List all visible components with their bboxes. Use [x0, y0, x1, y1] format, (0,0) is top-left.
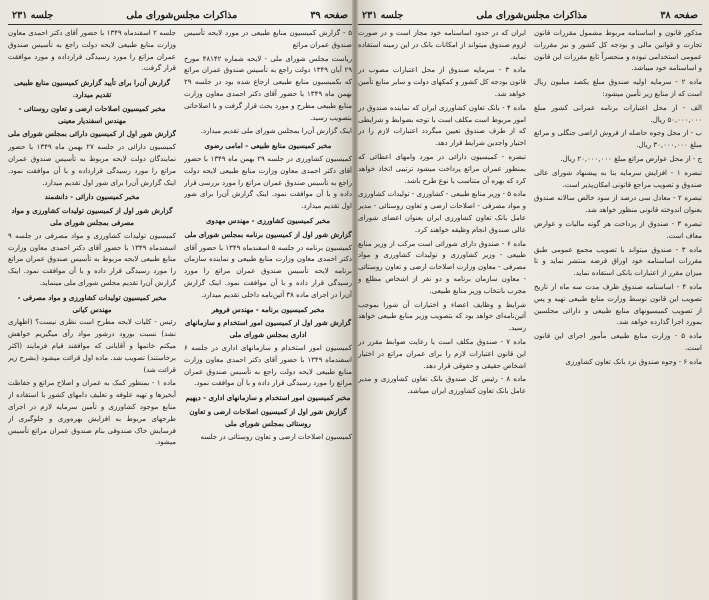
session-number: جلسه ۲۳۱: [362, 10, 404, 21]
paragraph: ماده ۳ - صندوق میتواند با تصویب مجمع عمومی طبق مقررات اساسنامه خود اوراق قرضه منتشر نماید و تا میزان مقرر از اعتبارات بانکی استفاده نماید.: [534, 245, 702, 278]
paragraph: مذکور قانون و اساسنامه مربوط مشمول مقررات قانون تجارت و قوانین مالی و بودجه کل کشور و نیز مقررات عمومی استخدامی نبوده و منحصراً تابع مقررات این قانون و اساسنامه خود میباشد.: [534, 29, 702, 73]
paragraph: ماده ۲ - سرمایه اولیه صندوق مبلغ یکصد میلیون ریال است که از منابع زیر تأمین میشود:: [534, 78, 702, 98]
paragraph: ماده ۷ - صندوق مکلف است با رعایت ضوابط مقرر در این قانون اعتبارات لازم را برای عمران مراتع در اختیار اشخاص حقیقی و حقوقی قرار دهد.: [358, 337, 526, 370]
paragraph: ماده ۴ - بانک تعاون کشاورزی ایران که نماینده صندوق در امور مربوط است مکلف است با توجه بضوابط و شرایطی که از طرف صندوق تعیین میگردد اعتبارات لازم را در اختیار واجدین شرایط قرار دهد.: [358, 103, 526, 148]
paragraph: الف - از محل اعتبارات برنامه عمرانی کشور مبلغ ۵۰,۰۰۰,۰۰۰ ریال.: [534, 103, 702, 124]
column-right: [534, 28, 702, 593]
paragraph: کمیسیون دارائی در جلسه ۲۷ بهمن ماه ۱۳۴۹ با حضور نمایندگان دولت لایحه مربوط به تأسیس صندوق عمران مراتع را مورد رسیدگی قرارداده و با آن موافقت نمود. اینک گزارش آن‌را برای شور اول تقدیم میدارد.: [8, 143, 176, 187]
paragraph: ج - از محل عوارض مراتع مبلغ ۲۰,۰۰۰,۰۰۰ ریال.: [560, 154, 702, 163]
paragraph: گزارش آن‌را برای تأیید گزارش کمیسیون منابع طبیعی تقدیم میدارد.: [14, 78, 170, 99]
paragraph: شرایط و وظایف اعضاء و اختیارات آن شورا بموجب آئین‌نامه‌ای خواهد بود که بتصویب وزیر منابع طبیعی خواهد رسید.: [358, 300, 526, 333]
paragraph: مخبر کمیسیون دارائی - دانشمند: [44, 192, 140, 202]
paragraph: رئیس - کلیات لایحه مطرح است نظری نیست؟ (اظهاری نشد) نسبت بورود درشور مواد رأی میگیریم خواهش میکنم خانمها و آقایانی که موافقند قیام فرمایند (اکثر برخاستند) تصویب شد. ماده اول قرائت میشود (بشرح زیر قرائت شد): [8, 318, 176, 374]
paragraph: ماده ۵ - وزیر منابع طبیعی - کشاورزی - تولیدات کشاورزی و مواد مصرفی - اصلاحات ارضی و تعاون روستائی - مدیر عامل بانک تعاون کشاورزی ایران بعنوان اعضای شورای عالی صندوق انجام وظیفه خواهند کرد.: [358, 190, 526, 234]
publication-title: مذاکرات مجلس‌شورای ملی: [476, 10, 588, 21]
paragraph: ماده ۸ - رئیس کل صندوق بانک تعاون کشاورزی و مدیر عامل بانک تعاون کشاورزی ایران میباشد.: [358, 375, 526, 396]
text-columns: [8, 28, 352, 593]
paragraph: اینک گزارش آن‌را بمجلس شورای ملی تقدیم میدارد.: [200, 127, 352, 136]
paragraph: کمیسیون برنامه در جلسه ۵ اسفندماه ۱۳۴۹ با حضور آقای دکتر احمدی معاون وزارت منابع طبیعی و نماینده سازمان برنامه لایحه تأسیس صندوق عمران مراتع را مورد رسیدگی قرار داده و با آن موافقت نمود. اینک گزارش آن‌را در اجرای ماده ۳۸ آئین‌نامه داخلی تقدیم میدارد.: [184, 243, 352, 299]
paragraph: مخبر کمیسیون منابع طبیعی - امامی رضوی: [204, 141, 332, 151]
right-page: [358, 10, 702, 594]
publication-title: مذاکرات مجلس‌شورای ملی: [126, 10, 238, 21]
paragraph: ریاست مجلس شورای ملی - لایحه شماره ۴۸۱۴۲ مورخ ۲۹ آبان ۱۳۴۹ دولت راجع به تأسیس صندوق عمران مراتع که بکمیسیون منابع طبیعی ارجاع شده بود در جلسه ۲۹ بهمن ماه ۱۳۴۹ با حضور آقای دکتر احمدی معاون وزارت منابع طبیعی مطرح و مورد بحث قرار گرفت و با اصلاحاتی بتصویب رسید.: [184, 54, 352, 122]
paragraph: تبصره ۱ - افزایش سرمایه بنا به پیشنهاد شورای عالی صندوق و تصویب مراجع قانونی امکان‌پذیر است.: [534, 168, 702, 189]
paragraph: تبصره ۳ - صندوق از پرداخت هر گونه مالیات و عوارض معاف است.: [534, 219, 702, 240]
paragraph: ب - از محل وجوه حاصله از فروش اراضی جنگلی و مراتع مبلغ ۳۰,۰۰۰,۰۰۰ ریال.: [534, 129, 702, 150]
paragraph: مخبر کمیسیون تولیدات کشاورزی و مواد مصرفی - مهندس کیانی: [17, 292, 167, 314]
paragraph: ماده ۶ - صندوق دارای شورائی است مرکب از وزیر منابع طبیعی - وزیر کشاورزی و تولیدات کشاورزی و مواد مصرفی - معاون وزارت اصلاحات ارضی و تعاون روستائی - معاون سازمان برنامه و دو نفر از اشخاص مطلع و مجرب بانتخاب وزیر منابع طبیعی.: [358, 239, 526, 295]
paragraph: تبصره ۲ - معادل سی درصد از سود خالص سالانه صندوق بعنوان اندوخته قانونی منظور خواهد شد.: [534, 194, 702, 215]
paragraph: کمیسیون اصلاحات ارضی و تعاون روستائی در جلسه: [200, 432, 352, 441]
paragraph: گزارش شور اول از کمیسیون اصلاحات ارضی و تعاون روستائی بمجلس شورای ملی: [189, 406, 347, 428]
paragraph: کمیسیون تولیدات کشاورزی و مواد مصرفی در جلسه ۹ اسفندماه ۱۳۴۹ با حضور آقای دکتر احمدی معاون وزارت منابع طبیعی لایحه مربوط به تأسیس صندوق عمران مراتع را مورد رسیدگی قرار داده و با آن موافقت نمود. اینک گزارش آن‌را تقدیم مجلس شورای ملی مینماید.: [8, 231, 176, 287]
paragraph: کمیسیون امور استخدام و سازمانهای اداری در جلسه ۶ اسفندماه ۱۳۴۹ با حضور آقای دکتر احمدی معاون وزارت منابع طبیعی لایحه دولت راجع به تأسیس صندوق عمران مراتع را مورد رسیدگی قرار داده و با آن موافقت نمود.: [184, 343, 352, 388]
paragraph: ماده ۴ - اساسنامه صندوق ظرف مدت سه ماه از تاریخ تصویب این قانون توسط وزارت منابع طبیعی تهیه و پس از تصویب کمیسیونهای منابع طبیعی و دارائی مجلسین بمورد اجرا گذارده خواهد شد.: [534, 282, 702, 327]
page-header: [358, 10, 702, 25]
page-number: صفحه ۳۸: [660, 10, 698, 21]
paragraph: ایران که در حدود اساسنامه خود مجاز است و در صورت لزوم صندوق میتواند از امکانات بانک در این زمینه استفاده نماید.: [358, 29, 526, 61]
text-columns: [358, 28, 702, 593]
paragraph: مخبر کمیسیون امور استخدام و سازمانهای اداری - دیهیم: [185, 393, 351, 403]
paragraph: ماده ۶ - وجوه صندوق نزد بانک تعاون کشاورزی: [565, 357, 702, 366]
paragraph: ماده ۱ - بمنظور کمک به عمران و اصلاح مراتع و حفاظت آبخیزها و تهیه علوفه و تعلیف دامهای کشور با استفاده از منابع موجود کشاورزی و تأمین سرمایه لازم در اجرای طرحهای مربوط به افزایش بهره‌وری و جلوگیری از فرسایش خاک صندوقی بنام صندوق عمران مراتع تأسیس میشود.: [8, 379, 176, 447]
paragraph: مخبر کمیسیون اصلاحات ارضی و تعاون روستائی - مهندس اسفندیار معینی: [18, 103, 166, 125]
page-header: [8, 10, 352, 25]
paragraph: ماده ۳ - سرمایه صندوق از محل اعتبارات مصوب در قانون بودجه کل کشور و کمکهای دولت و سایر منابع تأمین خواهد شد.: [358, 66, 526, 98]
page-number: صفحه ۳۹: [310, 10, 348, 21]
column-right: [184, 28, 352, 593]
paragraph: گزارش شور اول از کمیسیون برنامه بمجلس شورای ملی: [184, 229, 352, 239]
paragraph: کمیسیون کشاورزی در جلسه ۲۹ بهمن ماه ۱۳۴۹ با حضور آقای دکتر احمدی معاون وزارت منابع طبیعی لایحه دولت راجع به تأسیس صندوق عمران مراتع را مورد بررسی قرار داده و با آن موافقت نمود. اینک گزارش آن‌را برای شور اول تقدیم میدارد.: [184, 154, 352, 211]
paragraph: تبصره - کمیسیون دارائی در مورد وامهای اعطائی که بمنظور عمران مراتع پرداخت میشود ترتیبی اتخاذ خواهد کرد که بهره آن متناسب با نوع طرح باشد.: [358, 152, 526, 185]
paragraph: گزارش شور اول از کمیسیون دارائی بمجلس شورای ملی: [8, 129, 176, 139]
paragraph: ماده ۵ - وزارت منابع طبیعی مأمور اجرای این قانون است.: [534, 332, 702, 352]
paragraph: مخبر کمیسیون کشاورزی - مهندس مهدوی: [205, 215, 331, 225]
paragraph: مخبر کمیسیون برنامه - مهندس فروهر: [211, 304, 325, 314]
paragraph: گزارش شور اول از کمیسیون امور استخدام و سازمانهای اداری بمجلس شورای ملی: [184, 318, 352, 340]
paragraph: گزارش شور اول از کمیسیون تولیدات کشاورزی و مواد مصرفی بمجلس شورای ملی: [11, 206, 173, 227]
paragraph: جلسه ۲ اسفندماه ۱۳۴۹ با حضور آقای دکتر احمدی معاون وزارت منابع طبیعی لایحه دولت راجع به تأسیس صندوق عمران مراتع را مورد رسیدگی قرارداده و مورد موافقت قرار گرفت.: [8, 29, 176, 73]
column-left: [358, 28, 526, 593]
column-left: [8, 28, 176, 593]
paragraph: ۵ - گزارش کمیسیون منابع طبیعی در مورد لایحه تأسیس صندوق عمران مراتع: [184, 29, 352, 49]
left-page: [8, 10, 352, 594]
session-number: جلسه ۲۳۱: [12, 10, 54, 21]
